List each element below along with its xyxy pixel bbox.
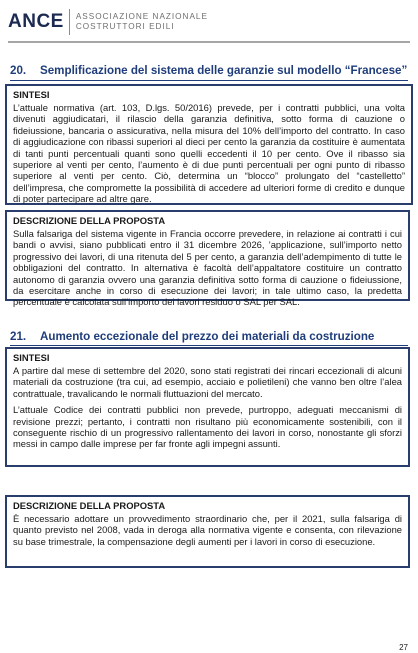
sintesi-box-21	[5, 347, 410, 467]
logo-divider	[69, 9, 70, 35]
org-line-2: COSTRUTTORI EDILI	[75, 22, 175, 31]
section-heading: Semplificazione del sistema delle garanzie sul modello “Francese”	[40, 64, 408, 77]
section-heading: Aumento eccezionale del prezzo dei materiali da costruzione	[40, 330, 375, 343]
proposta-label: DESCRIZIONE DELLA PROPOSTA	[13, 215, 166, 226]
proposta-box-21	[5, 495, 410, 568]
logo-subtitle	[76, 12, 208, 32]
page-header	[8, 5, 410, 41]
logo-wordmark: ANCE	[8, 11, 64, 32]
section-21-title	[10, 330, 410, 343]
header-divider	[8, 41, 410, 43]
ance-logo	[8, 8, 208, 36]
sintesi-box-20	[5, 84, 413, 205]
org-line-1: ASSOCIAZIONE NAZIONALE	[75, 12, 208, 21]
page-number: 27	[399, 643, 408, 652]
proposta-label: DESCRIZIONE DELLA PROPOSTA	[13, 500, 166, 511]
sintesi-label: SINTESI	[13, 352, 50, 363]
sintesi-label: SINTESI	[13, 89, 50, 100]
section-number: 21.	[10, 330, 27, 343]
section-20-underline	[10, 80, 408, 81]
section-20-title	[10, 64, 410, 77]
proposta-text: Sulla falsariga del sistema vigente in Francia occorre prevedere, in relazione ai contratti i cui bandi o avvisi, siano pubblicati entro il 31 dicembre 2026, ’applicazione, sull’importo netto progressivo dei lavori, di una ritenuta del 5 per cento, a garanzia dell’adempimento di tutte le obbligazioni del contratto. In alternativa è facoltà dell’appaltatore costituire un contratto autonomo di garanzia ovvero una garanzia definitiva sotto forma di cauzione o fideiussione, da esercitare anche in corso di esecuzione dei lavori; in tale ultimo caso, la predetta percentuale è calcolata sull’importo dei lavori residuo o SAL per SAL.	[13, 228, 402, 308]
proposta-box-20	[5, 210, 410, 308]
sintesi-paragraph-2: L’attuale Codice dei contratti pubblici non prevede, purtroppo, adeguati meccanismi di revisione prezzi; pertanto, i contratti non risultano più economicamente sostenibili, con il conseguente rischio di un progressivo rallentamento dei lavori in corso, nonostante gli sforzi messi in campo dalle imprese per far fronte agli impegni assunti.	[13, 404, 402, 450]
sintesi-paragraph-1: A partire dal mese di settembre del 2020, sono stati registrati dei rincari eccezionali di alcuni materiali da costruzione (tra cui, ad esempio, acciaio e polietileni) che vanno ben oltre l’alea contrattuale, travalicando le normali fluttuazioni del mercato.	[13, 365, 402, 399]
section-number: 20.	[10, 64, 27, 77]
proposta-text: È necessario adottare un provvedimento straordinario che, per il 2021, sulla falsariga di quanto previsto nel 2008, vada in deroga alla normativa vigente e consenta, con rilevazione su base trimestrale, la compensazione degli aumenti per i lavori in corso di esecuzione.	[13, 513, 402, 547]
section-21-underline	[10, 345, 408, 346]
sintesi-text: L’attuale normativa (art. 103, D.lgs. 50/2016) prevede, per i contratti pubblici, una volta divenuti aggiudicatari, il rilascio della garanzia definitiva, sotto forma di cauzione o fideiussione, bancaria o assicurativa, nella misura del 10% dell’importo del contratto. In caso di aggiudicazione con ribassi superiori al dieci per cento la garanzia da costituire è aumentata di tanti punti percentuali quanti sono quelli eccedenti il 10 per cento. Ove il ribasso sia superiore al venti per cento, l’aumento è di due punti percentuali per ogni punto di ribasso superiore al venti per cento. Ciò, determina un “blocco” prolungato del “castelletto” dell’impresa, che compromette la possibilità di accedere ad ulteriori forme di credito e dunque di poter partecipare ad altre gare.	[13, 102, 405, 205]
